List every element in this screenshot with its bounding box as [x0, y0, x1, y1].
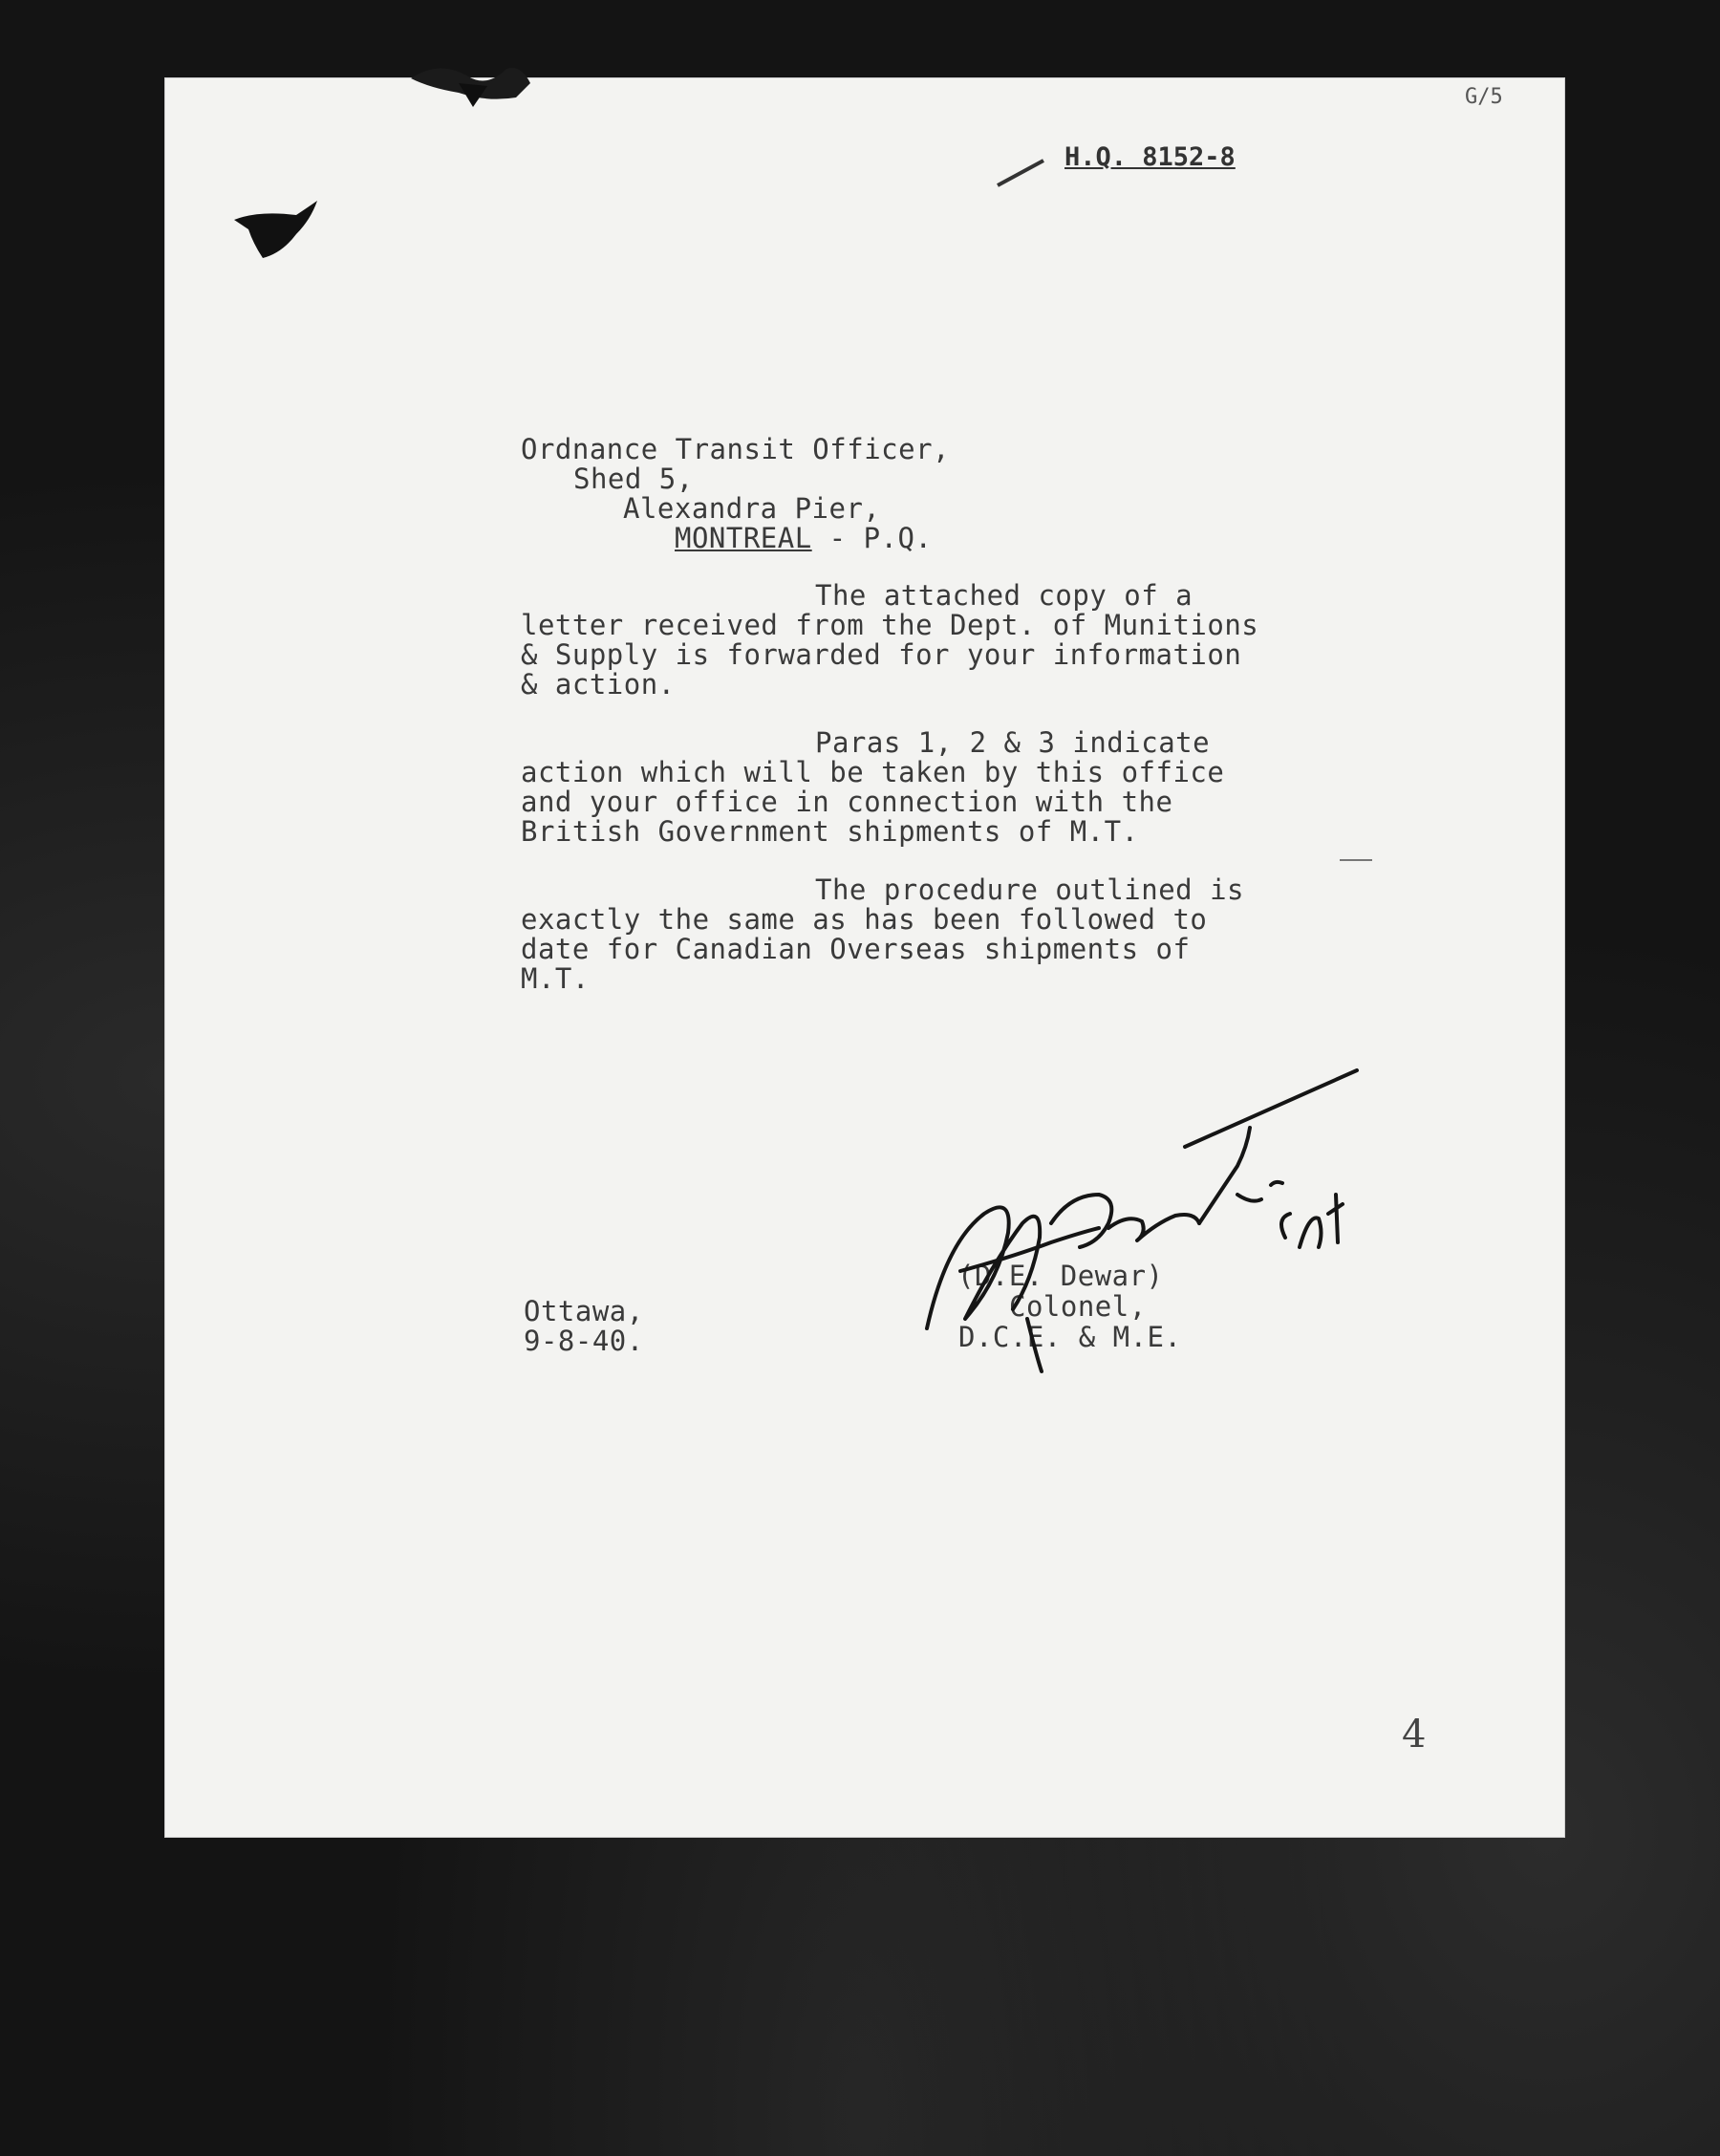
paragraph-3-line-1: The procedure outlined is — [815, 873, 1244, 906]
address-line-2: Shed 5, — [573, 463, 694, 495]
paragraph-3-line-3: date for Canadian Overseas shipments of — [521, 933, 1191, 965]
paragraph-1-line-4: & action. — [521, 668, 676, 701]
handwritten-signature — [908, 1051, 1366, 1376]
torn-edge — [401, 59, 535, 117]
place: Ottawa, — [524, 1295, 644, 1327]
signatory-name: (D.E. Dewar) — [957, 1260, 1164, 1292]
address-line-3: Alexandra Pier, — [623, 492, 881, 525]
reference-number: H.Q. 8152-8 — [1064, 142, 1236, 172]
hole-mark — [229, 196, 325, 263]
signatory-rank: Colonel, — [1009, 1290, 1147, 1323]
address-line-1: Ordnance Transit Officer, — [521, 433, 950, 465]
address-province: - P.Q. — [811, 522, 933, 554]
date: 9-8-40. — [524, 1325, 644, 1357]
paragraph-1-line-3: & Supply is forwarded for your information — [521, 638, 1242, 671]
margin-mark: 4 — [1402, 1713, 1427, 1757]
corner-mark: G/5 — [1465, 85, 1503, 109]
paragraph-1-line-2: letter received from the Dept. of Munitions — [521, 609, 1259, 641]
paragraph-2-line-1: Paras 1, 2 & 3 indicate — [815, 726, 1211, 759]
paragraph-3-line-2: exactly the same as has been followed to — [521, 903, 1208, 936]
stray-dash — [994, 153, 1051, 191]
address-city: MONTREAL — [675, 522, 812, 554]
paragraph-2-line-3: and your office in connection with the — [521, 786, 1173, 818]
paragraph-2-line-4: British Government shipments of M.T. — [521, 815, 1139, 848]
stray-line — [1338, 855, 1376, 865]
signatory-title: D.C.E. & M.E. — [958, 1321, 1182, 1353]
paragraph-1-line-1: The attached copy of a — [815, 579, 1193, 612]
paragraph-2-line-2: action which will be taken by this office — [521, 756, 1225, 788]
paragraph-3-line-4: M.T. — [521, 962, 590, 995]
address-city-line — [675, 524, 932, 553]
